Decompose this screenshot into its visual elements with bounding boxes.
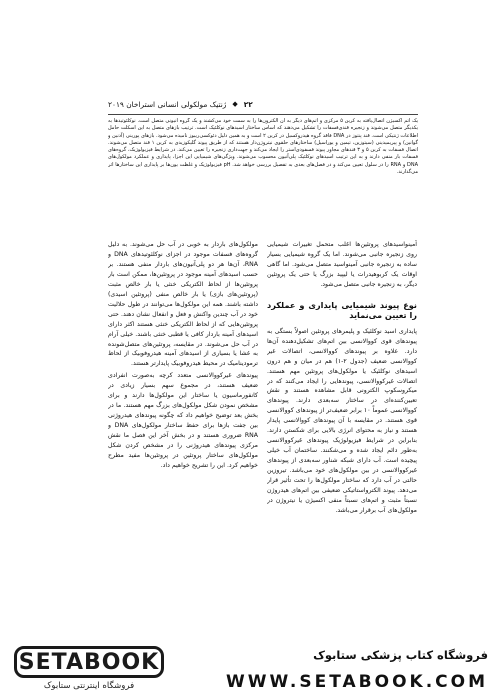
- right-column: [267, 240, 417, 615]
- right-paragraph-2: پایداری اسید نوکلئیک و پلیمرهای پروتئین اصولاً بستگی به پیوندهای قوی کووالانسی بین اتم‌های تشکیل‌دهنده آن‌ها دارد. علاوه بر پیوندهای کووالانسی، اتصالات غیر کووالانسی ضعیف (جدول ۲-۱) هم در میان و هم درون اسیدهای نوکلئیک یا مولکول‌های پروتئین مهم هستند. اتصالات غیرکووالانسی، پیوندهایی را ایجاد می‌کنند که در میکروسکوپ الکترونی قابل مشاهده هستند و نقش تعیین‌کننده‌ای در ساختار سه‌بعدی دارند. پیوندهای کووالانسی عموماً ۱۰ برابر ضعیف‌تر از پیوندهای کووالانسی قوی هستند. در مقایسه با آن پیوندهای کووالانسی پایدار هستند و نیاز به محتوای انرژی بالایی برای شکستن دارند. بنابراین در شرایط فیزیولوژیک پیوندهای غیرکووالانسی به‌طور دائم ایجاد شده و می‌شکنند. ساختمان آب خیلی پیچیده است. آب دارای شبکه شناور سه‌بعدی از پیوندهای غیرکووالانسی در بین مولکول‌های خود می‌باشد. تیروزین حالتی در آب دارد که ساختار مولکول‌ها را تحت تأثیر قرار می‌دهد. پیوند الکترواستاتیکی ضعیفی بین اتم‌های هیدروژن نسبتاً مثبت و اتم‌های نسبتاً منفی اکسیژن یا نیتروژن در مولکول‌های آب برقرار می‌باشد.: [267, 327, 417, 514]
- store-footer: [0, 638, 500, 700]
- logo-mark: SETABOOK: [14, 646, 164, 678]
- intro-paragraph: یک اتم اکسیژن اتصال‌یافته به کربن ۵ مرکزی و اتم‌های دیگر به آن الکترون‌ها را به سمت خود می‌کشند و یک گروه آنیونی متصل است. نوکلئوتیدها به یکدیگر متصل می‌شوند و زنجیره قندی‌فسفات را تشکیل می‌دهند که اساس ساختار اسیدهای نوکلئیک است. ترتیب بازهای متصل به این اسکلت حامل اطلاعات ژنتیکی است. قند پنتوز در DNA فاقد گروه هیدروکسیل در کربن ۲ است و به همین دلیل دئوکسی‌ریبوز نامیده می‌شود. بازهای پورینی (آدنین و گوانین) و پیریمیدینی (سیتوزین، تیمین و یوراسیل) ساختارهای حلقوی نیتروژن‌دار هستند که از طریق پیوند گلیکوزیدی به کربن ۱ قند متصل می‌شوند. اتصال فسفات به کربن ۵ و ۳ قندهای مجاور پیوند فسفودی‌استر را ایجاد می‌کند و جهت‌داری زنجیره را تعیین می‌کند. در شرایط فیزیولوژیک، گروه‌های فسفات بار منفی دارند و به این ترتیب اسیدهای نوکلئیک پلی‌آنیون محسوب می‌شوند. ویژگی‌های شیمیایی این اجزا، پایداری و عملکرد مولکول‌های DNA و RNA را در سلول تعیین می‌کند و در فصل‌های بعدی به تفصیل بررسی خواهد شد. pH فیزیولوژیک و غلظت یون‌ها بر پایداری این ساختارها اثر می‌گذارند.: [108, 118, 418, 176]
- store-title: فروشگاه کتاب پزشکی ستابوک: [313, 648, 488, 662]
- book-title: ژنتیک مولکولی انسانی استراخان ۲۰۱۹: [108, 99, 227, 109]
- logo-subtitle: فروشگاه اینترنتی ستابوک: [43, 681, 135, 691]
- left-paragraph-2: پیوندهای غیرکووالانسی متعدد کرچه به‌صورت انفرادی ضعیف هستند، در مجموع سهم بسیار زیادی در کانفورماسیون یا ساختار این مولکول‌ها دارند و برای مشخص نمودن شکل مولکول‌های بزرگ مهم هستند. ما در بخش بعد توضیح خواهیم داد که چگونه پیوندهای هیدروژنی بین جفت بازها برای حفظ ساختار مولکول‌های DNA و RNA ضروری هستند و در بخش آخر این فصل ما نقش مرکزی پیوندهای هیدروژنی را در مشخص کردن شکل مولکول‌های ساختار پروتئین در پروتئین‌ها مفید مطرح خواهیم کرد. این را تشریح خواهیم داد.: [108, 372, 258, 469]
- store-url-link[interactable]: WWW.SETABOOK.COM: [226, 672, 488, 692]
- left-column: [108, 240, 258, 615]
- section-heading: نوع پیوند شیمیایی پایداری و عملکرد را تعیین می‌نماید: [267, 299, 417, 321]
- left-paragraph-1: مولکول‌های باردار به خوبی در آب حل می‌شوند. به دلیل گروه‌های فسفات موجود در اجزای نوکلئوتیدهای DNA و RNA، آن‌ها هر دو پلی‌آنیون‌های باردار منفی هستند. بر حسب اسیدهای آمینه موجود در پروتئین‌ها، ممکن است بار پروتئین‌ها از لحاظ الکتریکی خنثی یا بار خالص مثبت (پروتئین‌های بازی) یا بار خالص منفی (پروتئین اسیدی) داشته باشند. همه این مولکول‌ها می‌توانند در طول حلالیت خود در آب چندین واکنش و فعل و انفعال نشان دهند. حتی پروتئین‌هایی که از لحاظ الکتریکی خنثی هستند اکثر دارای اسیدهای آمینه باردار کافی یا قطبی خنثی باشند. خیلی آرام در آب حل می‌شوند. در مقایسه، پروتئین‌های متصل‌شونده به غشا یا بسیاری از اسیدهای آمینه هیدروفوبیک از لحاظ ترمودینامیک در محیط هیدروفوبیک پایدارتر هستند.: [108, 241, 258, 368]
- right-paragraph-1: آمینواسیدهای پروتئین‌ها اغلب متحمل تغییرات شیمیایی روی زنجیره جانبی می‌شوند. اما یک گروه شیمیایی بسیار ساده به زنجیره جانبی آمینواسید متصل می‌شود. اما گاهی اوقات یک کربوهیدرات یا لیپید بزرگ یا حتی یک پروتئین دیگر، به زنجیره جانبی متصل می‌شود.: [267, 241, 417, 288]
- running-header: [108, 96, 418, 115]
- page-number: ۲۲: [243, 99, 253, 109]
- header-left: [108, 100, 253, 109]
- diamond-icon: ◆: [232, 100, 238, 108]
- setabook-logo[interactable]: [14, 646, 164, 696]
